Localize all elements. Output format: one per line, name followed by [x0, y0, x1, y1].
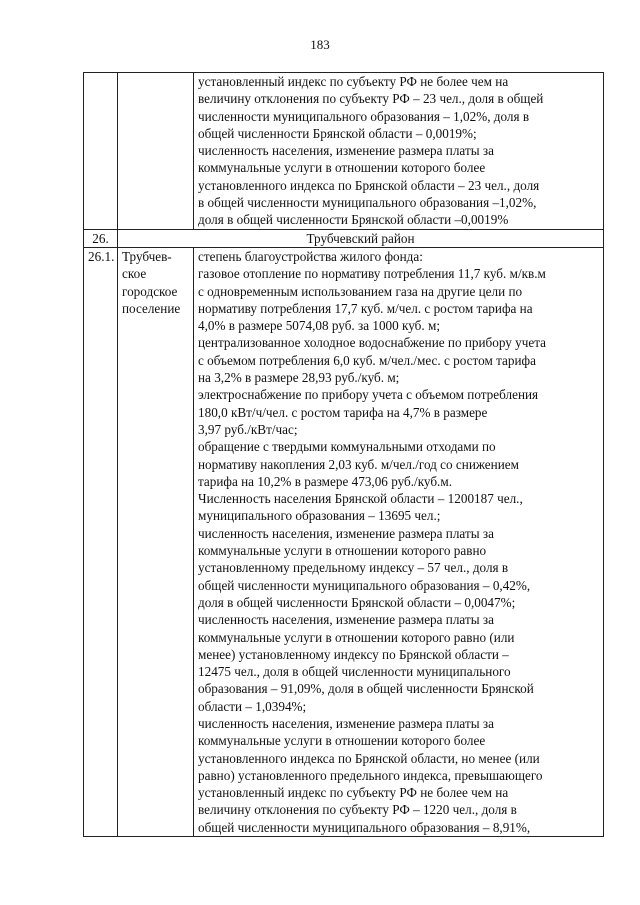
text-line: величину отклонения по субъекту РФ – 1220 чел., доля в [198, 802, 517, 818]
row-name-cell [118, 73, 194, 230]
text-line: доля в общей численности Брянской области –0,0019% [198, 212, 509, 228]
text-line: 12475 чел., доля в общей численности муниципального [198, 664, 511, 680]
text-line: доля в общей численности Брянской области – 0,0047%; [198, 594, 516, 610]
text-line: муниципального образования – 13695 чел.; [198, 508, 441, 524]
text-line: образования – 91,09%, доля в общей численности Брянской [198, 681, 534, 697]
text-line: тарифа на 10,2% в размере 473,06 руб./куб.м. [198, 473, 452, 489]
table-row-subsection [84, 247, 604, 836]
name-line: городское [122, 283, 178, 299]
text-line: менее) установленному индексу по Брянской области – [198, 646, 509, 662]
text-line: общей численности муниципального образования – 8,91%, [198, 819, 531, 835]
text-line: с объемом потребления 6,0 куб. м/чел./мес. с ростом тарифа [198, 352, 536, 368]
page-number: 183 [310, 37, 330, 52]
row-number-cell [84, 73, 118, 230]
text-line: нормативу накопления 2,03 куб. м/чел./год со снижением [198, 456, 519, 472]
text-line: установленного индекса по Брянской области, но менее (или [198, 750, 540, 766]
data-table [83, 72, 604, 837]
text-line: численность населения, изменение размера платы за [198, 143, 494, 159]
name-line: Трубчев- [122, 248, 172, 264]
text-line: установленного индекса по Брянской области – 23 чел., доля [198, 177, 540, 193]
text-line: с одновременным использованием газа на другие цели по [198, 283, 523, 299]
subsection-description-cell [194, 247, 604, 836]
text-line: численность населения, изменение размера платы за [198, 715, 494, 731]
text-line: области – 1,0394%; [198, 698, 307, 714]
text-line: коммунальные услуги в отношении которого равно (или [198, 629, 515, 645]
text-line: численность населения, изменение размера платы за [198, 612, 494, 628]
text-line: установленный индекс по субъекту РФ не более чем на [198, 74, 509, 89]
text-line: коммунальные услуги в отношении которого более [198, 733, 486, 749]
text-line: величину отклонения по субъекту РФ – 23 чел., доля в общей [198, 91, 544, 107]
section-title-cell: Трубчевский район [118, 229, 604, 247]
text-line: электроснабжение по прибору учета с объемом потребления [198, 387, 539, 403]
text-line: коммунальные услуги в отношении которого равно [198, 543, 487, 559]
text-line: обращение с твердыми коммунальными отходами по [198, 439, 496, 455]
table-row-section [84, 229, 604, 247]
subsection-name-cell [118, 247, 194, 836]
text-line: 3,97 руб./кВт/час; [198, 421, 298, 437]
text-line: коммунальные услуги в отношении которого более [198, 160, 486, 176]
text-line: в общей численности муниципального образования –1,02%, [198, 195, 537, 211]
text-line: численности муниципального образования – 1,02%, доля в [198, 108, 530, 124]
text-line: централизованное холодное водоснабжение по прибору учета [198, 335, 547, 351]
name-line: ское [122, 266, 147, 282]
name-line: поселение [122, 300, 181, 316]
text-line: общей численности муниципального образования – 0,42%, [198, 577, 531, 593]
text-line: нормативу потребления 17,7 куб. м/чел. с ростом тарифа на [198, 300, 533, 316]
section-number-cell: 26. [84, 229, 118, 247]
text-line: численность населения, изменение размера платы за [198, 525, 494, 541]
text-line: степень благоустройства жилого фонда: [198, 248, 423, 264]
text-line: равно) установленного предельного индекса, превышающего [198, 767, 543, 783]
text-line: газовое отопление по нормативу потребления 11,7 куб. м/кв.м [198, 266, 546, 282]
subsection-number-cell: 26.1. [84, 247, 118, 836]
text-line: 180,0 кВт/ч/чел. с ростом тарифа на 4,7% в размере [198, 404, 488, 420]
text-line: на 3,2% в размере 28,93 руб./куб. м; [198, 370, 400, 386]
text-line: установленный индекс по субъекту РФ не более чем на [198, 785, 509, 801]
text-line: общей численности Брянской области – 0,0019%; [198, 125, 477, 141]
text-line: 4,0% в размере 5074,08 руб. за 1000 куб. м; [198, 318, 440, 334]
table-row-continuation [84, 73, 604, 230]
text-line: Численность населения Брянской области – 1200187 чел., [198, 491, 523, 507]
row-description-cell [194, 73, 604, 230]
text-line: установленному предельному индексу – 57 чел., доля в [198, 560, 509, 576]
